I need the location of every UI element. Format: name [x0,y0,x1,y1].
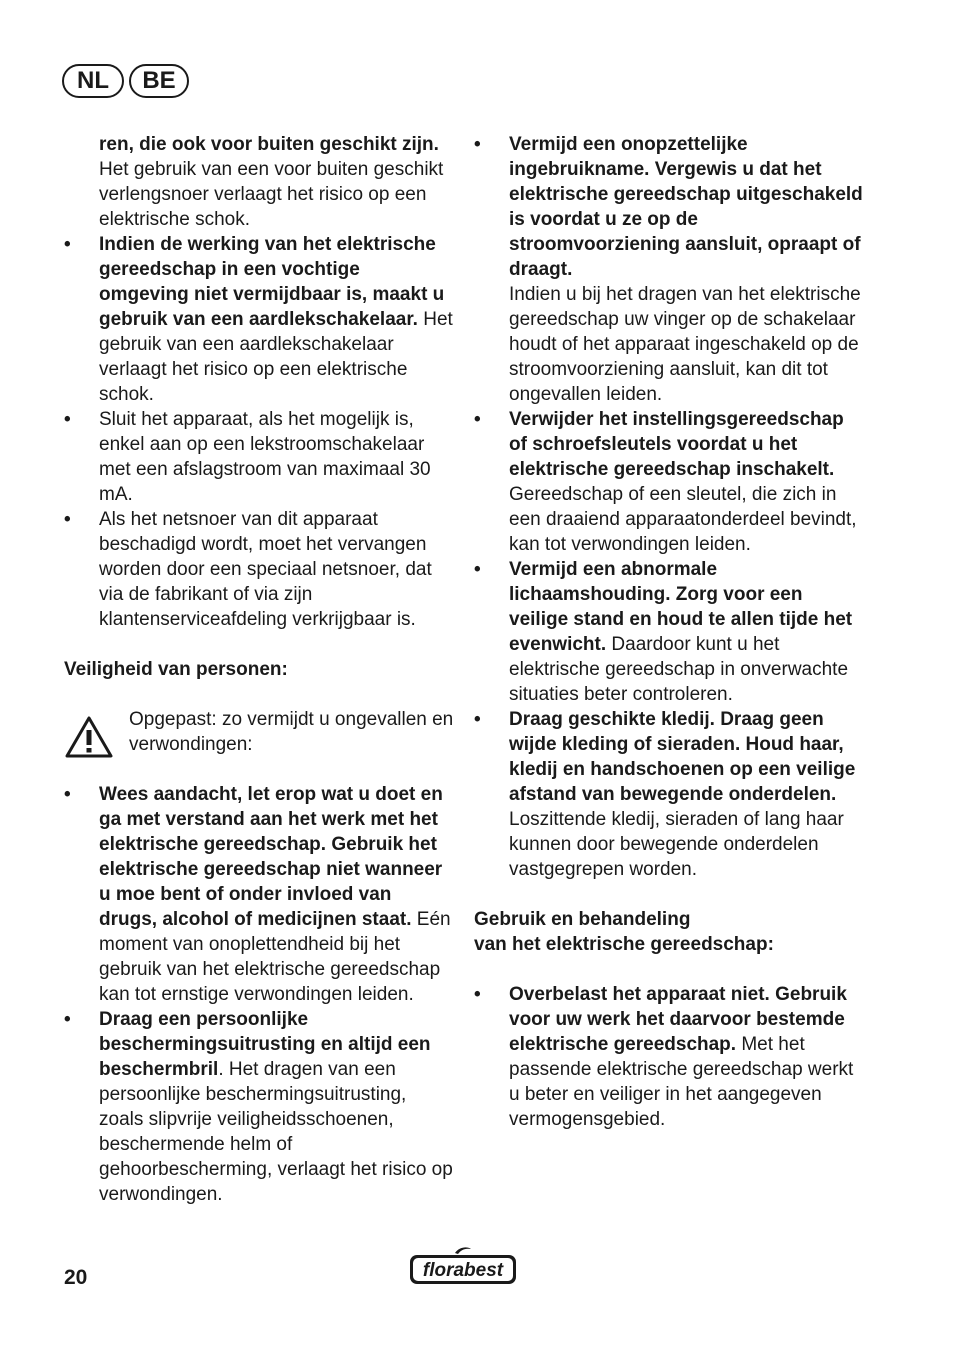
section-heading: Veiligheid van personen: [64,659,288,680]
bullet: • [64,784,71,805]
right-column [474,132,864,1132]
list-item: • Verwijder het instellingsgereedschap of schroefsleutels voordat u het elektrische gereedschap inschakelt. Gereedschap of een sleutel, die zich in een draaiend apparaatonderdeel bevindt, kan tot verwondingen leiden. [474,409,857,555]
language-badge-nl: NL [62,64,124,98]
page-number: 20 [64,1266,88,1289]
florabest-logo [407,1245,519,1287]
svg-text:florabest: florabest [422,1260,504,1281]
language-badge-be: BE [129,64,189,98]
list-item: • Vermijd een abnormale lichaamshouding. Zorg voor een veilige stand en houd te allen tijde het evenwicht. Daardoor kunt u het elektrische gereedschap in onverwachte situaties beter controleren. [474,559,853,705]
list-item: • Overbelast het apparaat niet. Gebruik voor uw werk het daarvoor bestemde elektrische gereedschap. Met het passende elektrische gereedschap werkt u beter en veiliger in het aangegeven vermogensgebied. [474,984,854,1130]
list-item: • Indien de werking van het elektrische gereedschap in een vochtige omgeving niet vermijdbaar is, maakt u gebruik van een aardlekschakelaar. Het gebruik van een aardlekschakelaar verlaagt het risico op een elektrische schok. [64,234,453,405]
bullet: • [474,559,481,580]
bullet: • [64,509,71,530]
bullet: • [64,409,71,430]
warning-triangle-icon [64,715,114,759]
continued-paragraph: ren, die ook voor buiten geschikt zijn. Het gebruik van een voor buiten geschikt verlengsnoer verlaagt het risico op een elektrische schok. [99,134,444,230]
list-item: • Vermijd een onopzettelijke ingebruikname. Vergewis u dat het elektrische gereedschap uitgeschakeld is voordat u ze op de stroomvoorziening aansluit, opraapt of draagt. Indien u bij het dragen van het elektrische gereedschap uw vinger op de schakelaar houdt of het apparaat ingeschakeld op de stroomvoorziening aansluit, kan dit tot ongevallen leiden. [474,134,863,405]
section-heading: Gebruik en behandeling van het elektrische gereedschap: [474,909,774,955]
bullet: • [474,709,481,730]
list-item: • Sluit het apparaat, als het mogelijk is, enkel aan op een lekstroomschakelaar met een afslagstroom van maximaal 30 mA. [64,409,431,505]
bullet: • [474,984,481,1005]
left-column [64,132,454,1207]
bullet: • [474,134,481,155]
warning-note [64,707,454,757]
list-item: • Wees aandacht, let erop wat u doet en ga met verstand aan het werk met het elektrische gereedschap. Gebruik het elektrische gereedschap niet wanneer u moe bent of onder invloed van drugs, alcohol of medicijnen staat. Eén moment van onoplettendheid bij het gebruik van het elektrische gereedschap kan tot ernstige verwondingen leiden. [64,784,451,1005]
bullet: • [64,1009,71,1030]
bullet: • [64,234,71,255]
bullet: • [474,409,481,430]
list-item: • Als het netsnoer van dit apparaat beschadigd wordt, moet het vervangen worden door een speciaal netsnoer, dat via de fabrikant of via zijn klantenserviceafdeling verkrijgbaar is. [64,509,432,630]
warning-text: Opgepast: zo vermijdt u ongevallen en verwondingen: [129,709,454,755]
list-item: • Draag een persoonlijke beschermingsuitrusting en altijd een beschermbril. Het dragen van een persoonlijke beschermingsuitrusting, zoals slipvrije veiligheidsschoenen, beschermende helm of gehoorbescherming, verlaagt het risico op verwondingen. [64,1009,453,1205]
list-item: • Draag geschikte kledij. Draag geen wijde kleding of sieraden. Houd haar, kledij en handschoenen op een veilige afstand van bewegende onderdelen. Loszittende kledij, sieraden of lang haar kunnen door bewegende onderdelen vastgegrepen worden. [474,709,856,880]
